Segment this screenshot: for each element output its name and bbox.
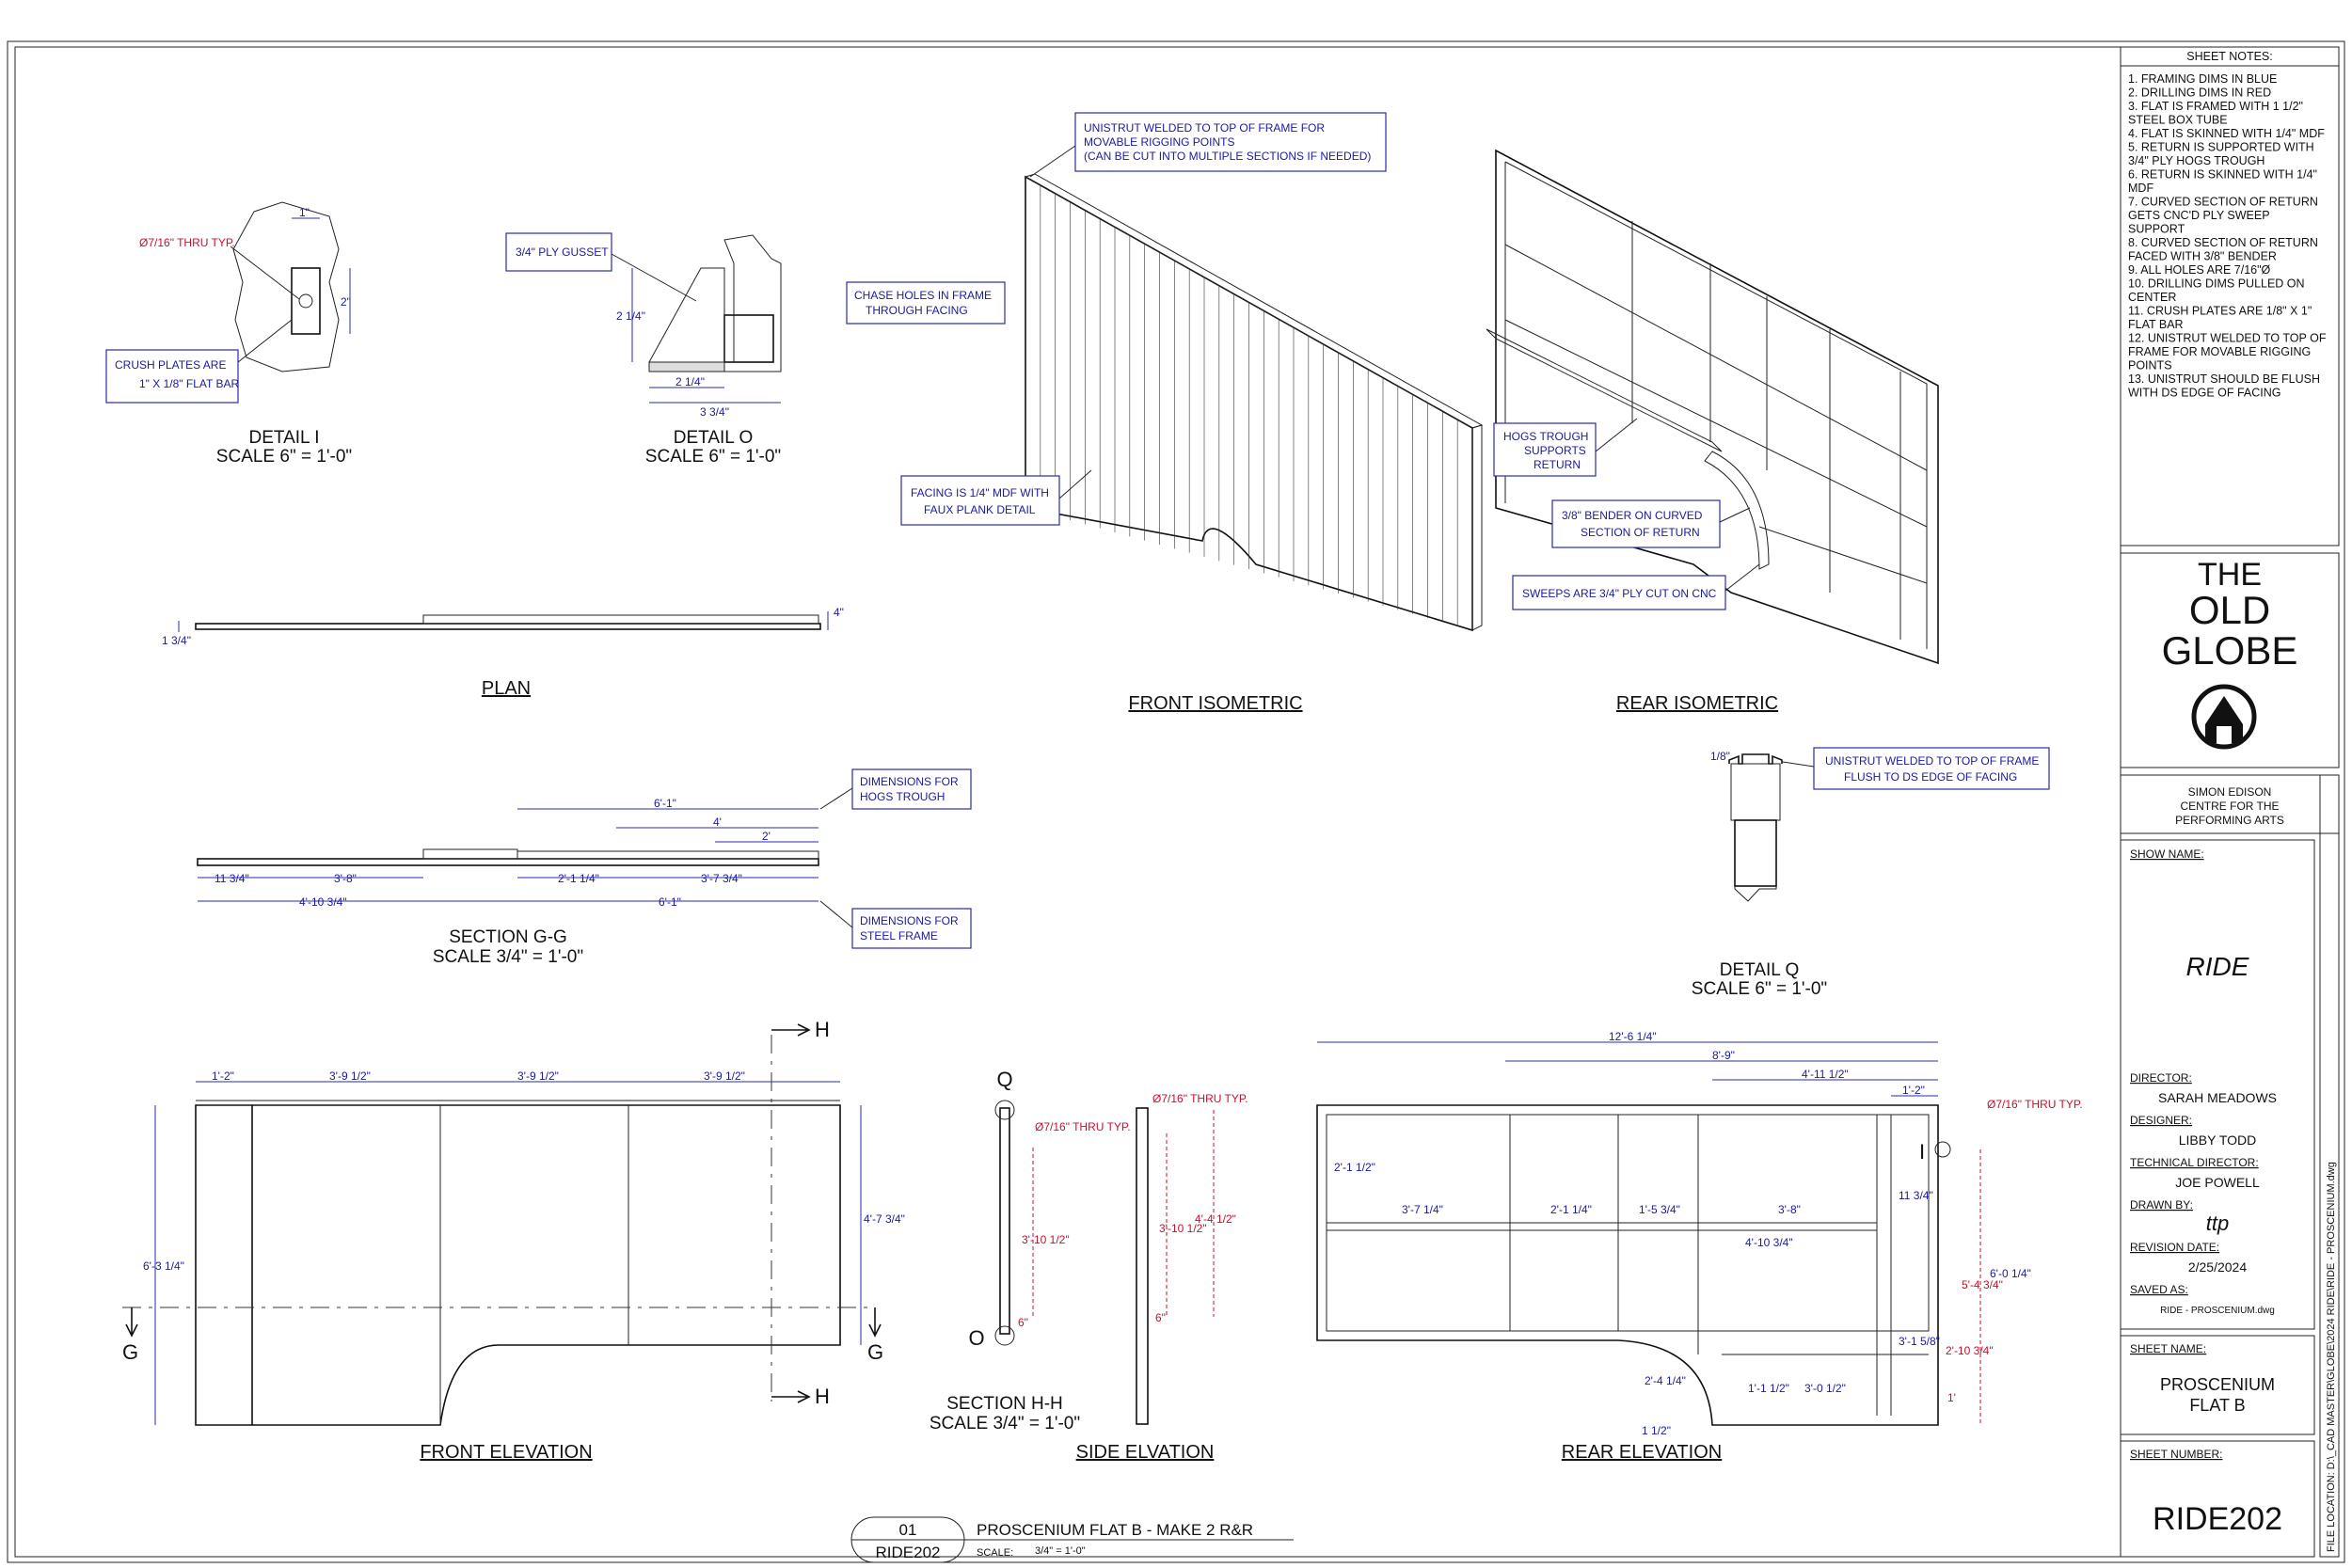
section-gg-dim-5: 3'-8" [334,872,357,885]
detail-q-dim: 1/8" [1710,750,1730,763]
rear-elev-dim-13: 2'-4 1/4" [1645,1374,1686,1387]
drawing-tag [851,1517,1294,1562]
section-gg-callout-steel-1: DIMENSIONS FOR [860,914,959,927]
section-hh-dim-2: 6" [1018,1316,1028,1329]
rear-elev-dim-20: 1 1/2" [1642,1424,1671,1437]
marker-i: I [1919,1140,1926,1164]
rear-iso-callout-bender-2: SECTION OF RETURN [1581,526,1700,539]
sheet-note-line: 9. ALL HOLES ARE 7/16"Ø [2128,263,2271,277]
td-label: TECHNICAL DIRECTOR: [2130,1156,2259,1169]
director: SARAH MEADOWS [2157,1090,2278,1105]
detail-o-callout: 3/4" PLY GUSSET [516,245,609,259]
detail-i-scale: SCALE 6" = 1'-0" [215,447,353,467]
section-hh [930,1068,1131,1433]
marker-h-top: H [815,1018,830,1041]
sheet-note-line: 7. CURVED SECTION OF RETURN [2128,195,2318,209]
drawn-by-label: DRAWN BY: [2130,1198,2193,1212]
section-hh-title: SECTION H-H [946,1394,1063,1414]
sheet-note-line: 13. UNISTRUT SHOULD BE FLUSH [2128,372,2320,386]
sheet-number-label: SHEET NUMBER: [2130,1448,2223,1461]
drawn-by-signature: ttp [2205,1212,2230,1235]
section-gg-callout-hogs-2: HOGS TROUGH [860,790,946,803]
rear-elev-dim-18: 2'-10 3/4" [1946,1344,1994,1357]
marker-h-bottom: H [815,1385,830,1408]
globe-logo-icon [2194,687,2254,747]
drawing-border [15,47,2121,1557]
rear-elev-dim-14: 1'-1 1/2" [1748,1382,1789,1395]
rear-elevation [1317,1030,2083,1463]
sheet-note-line: GETS CNC'D PLY SWEEP [2128,209,2270,222]
section-hh-scale: SCALE 3/4" = 1'-0" [929,1414,1081,1433]
marker-g-right: G [867,1340,884,1364]
detail-o-dim-1: 2 1/4" [616,309,645,323]
rear-elev-dim-12: 3'-1 5/8" [1899,1335,1940,1348]
detail-i [106,202,352,467]
sheet-note-line: 2. DRILLING DIMS IN RED [2128,86,2272,100]
rear-iso-callout-hogs-1: HOGS TROUGH [1503,430,1589,443]
front-iso-callout-unistrut-3: (CAN BE CUT INTO MULTIPLE SECTIONS IF NEEDED) [1084,150,1372,163]
front-iso-callout-chase-1: CHASE HOLES IN FRAME [854,289,993,302]
drawing-tag-num: 01 [898,1521,917,1539]
sheet-note-line: FLAT BAR [2128,318,2184,331]
rear-elev-dim-11: 11 3/4" [1899,1189,1933,1202]
sheet-note-line: 11. CRUSH PLATES ARE 1/8" X 1" [2128,304,2312,318]
section-gg-dim-9: 6'-1" [659,895,681,909]
front-iso-callout-unistrut-1: UNISTRUT WELDED TO TOP OF FRAME FOR [1084,121,1326,135]
section-gg-title: SECTION G-G [449,927,567,947]
sheet-note-line: MDF [2128,182,2154,195]
section-gg-dim-8: 4'-10 3/4" [299,895,347,909]
plan-dim-2: 4" [834,606,844,619]
detail-i-dim-w: 1" [299,206,310,219]
rear-iso-callout-hogs-2: SUPPORTS [1524,444,1586,457]
logo-old: OLD [2188,588,2271,632]
section-gg-dim-2: 4' [713,816,722,829]
director-label: DIRECTOR: [2130,1071,2192,1085]
detail-q-callout-1: UNISTRUT WELDED TO TOP OF FRAME [1825,754,2040,768]
sheet-note-line: 4. FLAT IS SKINNED WITH 1/4" MDF [2128,127,2325,140]
detail-q [1692,748,2049,999]
marker-o: O [968,1326,985,1350]
venue-line-3: PERFORMING ARTS [2175,814,2284,827]
marker-g-left: G [122,1340,139,1364]
rear-elev-dim-17: 6'-0 1/4" [1990,1267,2031,1280]
rear-elev-dim-4: 1'-2" [1902,1084,1925,1097]
saved-as-label: SAVED AS: [2130,1283,2188,1296]
rear-elev-dim-19: 1' [1947,1391,1956,1404]
sheet-note-line: 1. FRAMING DIMS IN BLUE [2128,72,2278,86]
revision-date: 2/25/2024 [2187,1259,2248,1275]
rear-iso-title: REAR ISOMETRIC [1615,693,1779,714]
rear-elev-dim-9: 3'-8" [1778,1203,1801,1216]
section-hh-dim-1: 3'-10 1/2" [1022,1233,1070,1246]
detail-i-dim-h: 2" [341,295,351,309]
detail-i-hole-note: Ø7/16" THRU TYP. [139,236,235,249]
plan-view [162,606,844,699]
side-elev-title: SIDE ELVATION [1075,1442,1215,1463]
sheet-note-line: 5. RETURN IS SUPPORTED WITH [2128,140,2314,154]
rear-elev-title: REAR ELEVATION [1561,1442,1723,1463]
rear-elev-dim-16: 5'-4 3/4" [1962,1278,2003,1291]
show-name: RIDE [2185,952,2249,981]
front-elevation [122,1018,905,1463]
sheet-note-line: FRAME FOR MOVABLE RIGGING [2128,345,2312,358]
sheet-name-label: SHEET NAME: [2130,1342,2207,1355]
title-block [2121,47,2339,1557]
front-elev-title: FRONT ELEVATION [420,1442,593,1463]
side-elev-hole-note: Ø7/16" THRU TYP. [1152,1092,1248,1105]
sheet-note-line: 8. CURVED SECTION OF RETURN [2128,236,2318,249]
front-elev-dim-1: 1'-2" [212,1069,234,1083]
designer-label: DESIGNER: [2130,1114,2193,1127]
detail-o-dim-2: 2 1/4" [675,375,705,388]
detail-q-scale: SCALE 6" = 1'-0" [1691,979,1828,999]
rear-elev-dim-6: 3'-7 1/4" [1402,1203,1443,1216]
side-elevation [1076,1092,1248,1463]
side-elev-dim-1: 3'-10 1/2" [1159,1222,1207,1235]
venue-line-1: SIMON EDISON [2187,785,2272,799]
sheet-note-line: SUPPORT [2128,222,2185,236]
section-hh-hole-note: Ø7/16" THRU TYP. [1035,1120,1131,1133]
detail-i-title: DETAIL I [248,428,320,448]
sheet-note-line: STEEL BOX TUBE [2128,113,2228,127]
front-iso-callout-facing-2: FAUX PLANK DETAIL [924,503,1036,516]
front-iso-callout-chase-2: THROUGH FACING [866,304,968,317]
sheet-name-1: PROSCENIUM [2159,1375,2276,1394]
rear-elev-dim-5: 2'-1 1/2" [1334,1161,1375,1174]
rear-iso-callout-sweeps: SWEEPS ARE 3/4" PLY CUT ON CNC [1522,587,1717,600]
sheet-note-line: 10. DRILLING DIMS PULLED ON [2128,277,2305,291]
section-gg-dim-3: 2' [762,830,771,843]
front-elev-dim-4: 3'-9 1/2" [704,1069,745,1083]
section-gg-callout-steel-2: STEEL FRAME [860,929,938,942]
sheet-name-2: FLAT B [2189,1396,2246,1415]
front-elev-dim-2: 3'-9 1/2" [329,1069,371,1083]
detail-o-scale: SCALE 6" = 1'-0" [644,447,782,467]
sheet-note-line: FACED WITH 3/8" BENDER [2128,249,2277,263]
rear-iso-callout-hogs-3: RETURN [1534,458,1581,471]
front-iso-title: FRONT ISOMETRIC [1128,693,1303,714]
detail-i-callout-1: CRUSH PLATES ARE [115,358,227,372]
rear-elev-dim-15: 3'-0 1/2" [1804,1382,1846,1395]
section-gg-dim-1: 6'-1" [654,797,676,810]
section-gg-scale: SCALE 3/4" = 1'-0" [432,947,584,967]
logo-the: THE [2198,557,2262,593]
front-elev-dim-6: 4'-7 3/4" [864,1212,905,1226]
file-location: FILE LOCATION: D:\_CAD MASTER\GLOBE\2024 RIDE\RIDE - PROSCENIUM.dwg [2326,1162,2337,1552]
designer: LIBBY TODD [2178,1132,2257,1148]
sheet-notes-title: SHEET NOTES: [2186,50,2273,63]
detail-o-dim-3: 3 3/4" [700,405,729,419]
detail-o-title: DETAIL O [673,428,754,448]
sheet-number: RIDE202 [2153,1501,2282,1537]
td: JOE POWELL [2175,1175,2260,1190]
side-elev-dim-2: 4'-4 1/2" [1195,1212,1236,1226]
drawing-tag-scale: 3/4" = 1'-0" [1035,1545,1086,1557]
rear-elev-dim-1: 12'-6 1/4" [1609,1030,1657,1043]
detail-i-callout-2: 1" X 1/8" FLAT BAR [139,377,240,390]
saved-as: RIDE - PROSCENIUM.dwg [2160,1306,2275,1316]
detail-o [506,233,781,467]
plan-dim-1: 1 3/4" [162,634,191,647]
show-name-label: SHOW NAME: [2130,847,2204,861]
rear-elev-dim-3: 4'-11 1/2" [1802,1068,1849,1081]
venue-line-2: CENTRE FOR THE [2180,800,2280,813]
sheet-note-line: POINTS [2128,358,2172,372]
rear-elev-dim-8: 1'-5 3/4" [1639,1203,1680,1216]
sheet-note-line: 3. FLAT IS FRAMED WITH 1 1/2" [2128,100,2303,113]
front-iso-callout-facing-1: FACING IS 1/4" MDF WITH [911,486,1049,499]
drawing-tag-title: PROSCENIUM FLAT B - MAKE 2 R&R [977,1521,1254,1539]
front-iso-callout-unistrut-2: MOVABLE RIGGING POINTS [1084,135,1235,149]
section-gg [198,769,971,967]
rear-elev-dim-10: 4'-10 3/4" [1745,1236,1793,1249]
front-elev-dim-3: 3'-9 1/2" [517,1069,559,1083]
drawing-tag-scale-label: SCALE: [977,1547,1014,1559]
front-elev-dim-5: 6'-3 1/4" [143,1259,184,1273]
sheet-note-line: WITH DS EDGE OF FACING [2128,386,2281,400]
rear-isometric [1486,150,1938,714]
section-gg-dim-7: 3'-7 3/4" [701,872,742,885]
section-gg-dim-6: 2'-1 1/4" [558,872,599,885]
section-gg-callout-hogs-1: DIMENSIONS FOR [860,775,959,788]
detail-q-callout-2: FLUSH TO DS EDGE OF FACING [1844,770,2018,784]
logo-globe: GLOBE [2161,628,2298,673]
plan-title: PLAN [481,678,532,699]
front-isometric [847,113,1482,714]
section-gg-dim-4: 11 3/4" [215,872,249,885]
rear-elev-hole-note: Ø7/16" THRU TYP. [1987,1098,2083,1111]
drawing-tag-sheet: RIDE202 [875,1544,941,1561]
sheet-note-line: 12. UNISTRUT WELDED TO TOP OF [2128,331,2327,345]
sheet-note-line: 6. RETURN IS SKINNED WITH 1/4" [2128,167,2317,182]
rear-elev-dim-7: 2'-1 1/4" [1550,1203,1592,1216]
sheet-note-line: CENTER [2128,291,2177,304]
detail-q-title: DETAIL Q [1719,960,1800,980]
outer-border [8,41,2344,1562]
rear-elev-dim-2: 8'-9" [1712,1049,1735,1062]
sheet-note-line: 3/4" PLY HOGS TROUGH [2128,154,2265,167]
rear-iso-callout-bender-1: 3/8" BENDER ON CURVED [1562,509,1703,522]
marker-q: Q [996,1068,1013,1091]
revision-label: REVISION DATE: [2130,1241,2220,1254]
side-elev-dim-3: 6" [1155,1311,1166,1324]
